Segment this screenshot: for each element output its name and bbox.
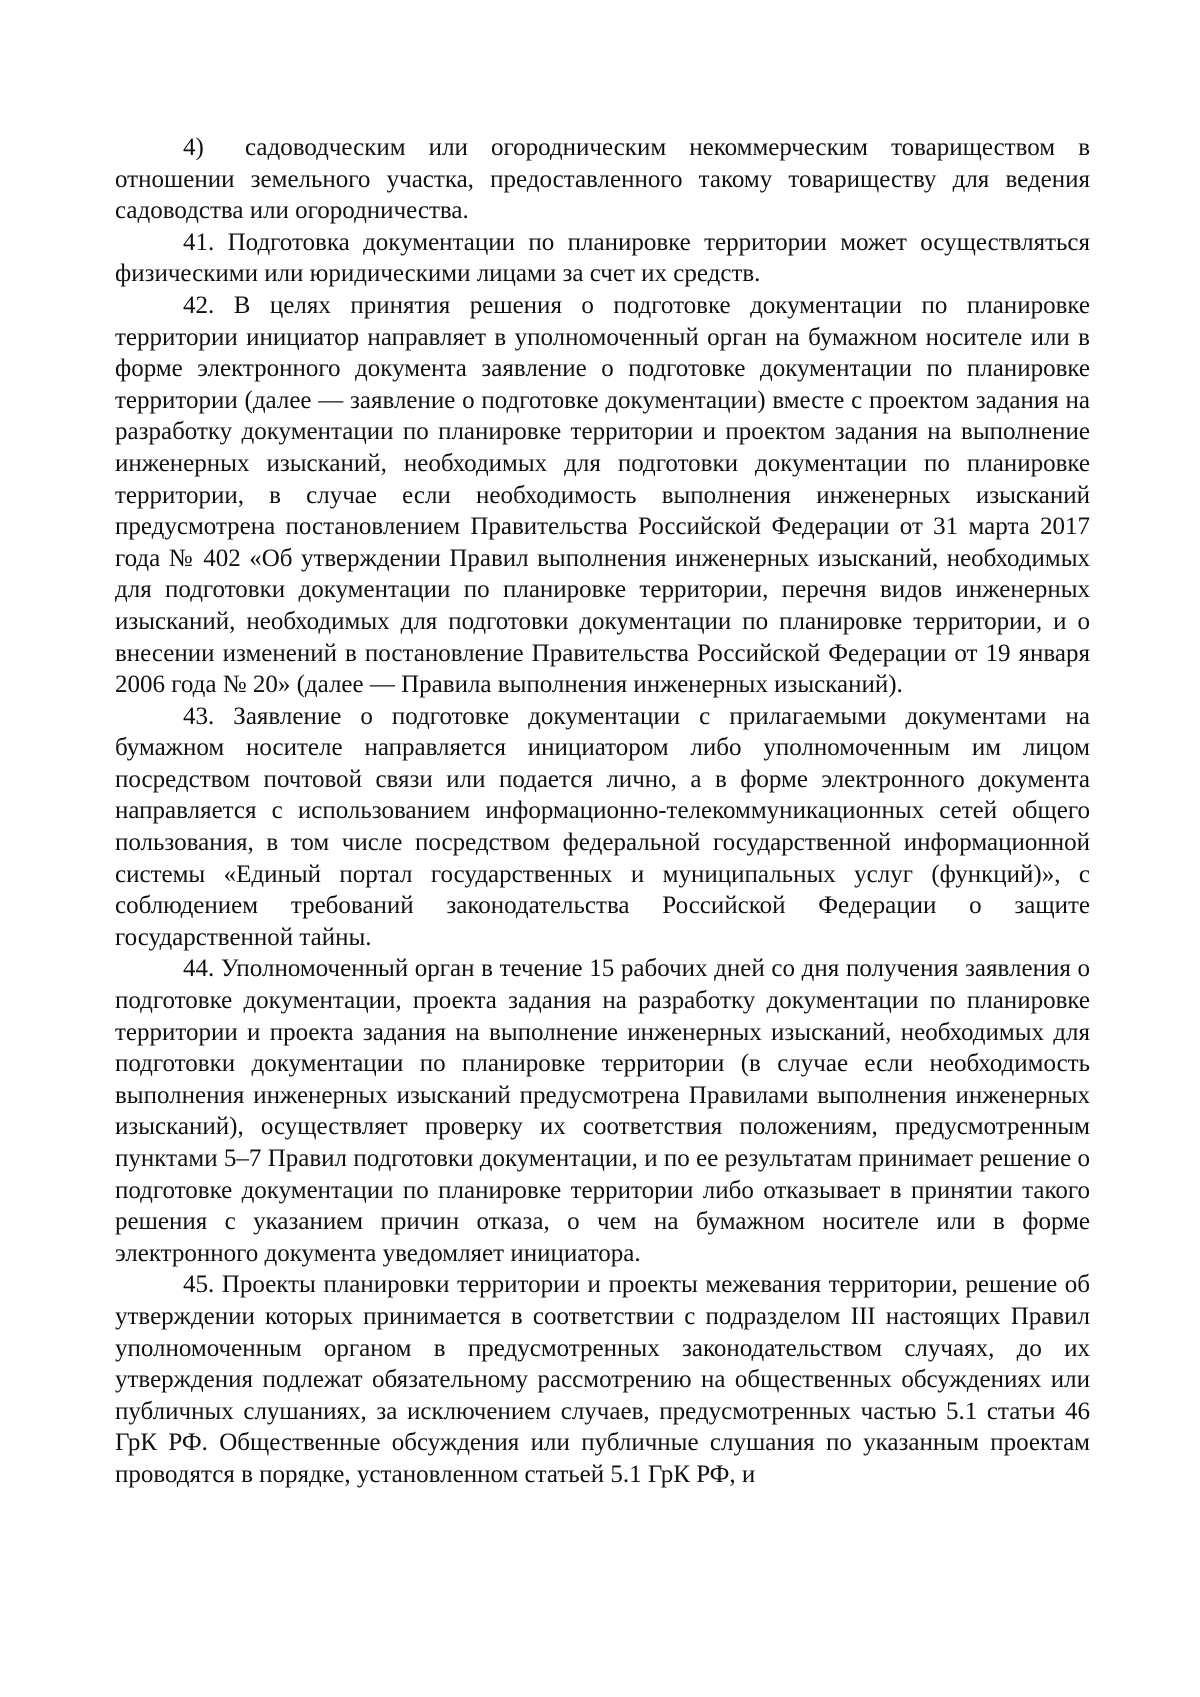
paragraph-42: 42. В целях принятия решения о подготовке документации по планировке территории инициатор направляет в уполномоченный орган на бумажном носителе или в форме электронного документа заявление о подготовке документации по планировке территории (далее — заявление о подготовке документации) вместе с проектом задания на разработку документации по планировке территории и проектом задания на выполнение инженерных изысканий, необходимых для подготовки документации по планировке территории, в случае если необходимость выполнения инженерных изысканий предусмотрена постановлением Правительства Российской Федерации от 31 марта 2017 года № 402 «Об утверждении Правил выполнения инженерных изысканий, необходимых для подготовки документации по планировке территории, перечня видов инженерных изысканий, необходимых для подготовки документации по планировке территории, и о внесении изменений в постановление Правительства Российской Федерации от 19 января 2006 года № 20» (далее — Правила выполнения инженерных изысканий). xyxy=(115,291,1090,699)
paragraph-45: 45. Проекты планировки территории и проекты межевания территории, решение об утверждении которых принимается в соответствии с подразделом III настоящих Правил уполномоченным органом в предусмотренных законодательством случаях, до их утверждения подлежат обязательному рассмотрению на общественных обсуждениях или публичных слушаниях, за исключением случаев, предусмотренных частью 5.1 статьи 46 ГрК РФ. Общественные обсуждения или публичные слушания по указанным проектам проводятся в порядке, установленном статьей 5.1 ГрК РФ, и xyxy=(115,1271,1090,1488)
paragraph-41: 41. Подготовка документации по планировке территории может осуществляться физическими или юридическими лицами за счет их средств. xyxy=(115,228,1090,288)
paragraph-item-4 xyxy=(115,132,1090,227)
paragraph-43: 43. Заявление о подготовке документации с прилагаемыми документами на бумажном носителе направляется инициатором либо уполномоченным им лицом посредством почтовой связи или подается лично, а в форме электронного документа направляется с использованием информационно-телекоммуникационных сетей общего пользования, в том числе посредством федеральной государственной информационной системы «Единый портал государственных и муниципальных услуг (функций)», с соблюдением требований законодательства Российской Федерации о защите государственной тайны. xyxy=(115,702,1090,951)
paragraph-text: садоводческим или огородническим некоммерческим товариществом в отношении земельного участка, предоставленного такому товариществу для ведения садоводства или огородничества. xyxy=(115,134,1090,225)
paragraph-44: 44. Уполномоченный орган в течение 15 рабочих дней со дня получения заявления о подготовке документации, проекта задания на разработку документации по планировке территории и проекта задания на выполнение инженерных изысканий, необходимых для подготовки документации по планировке территории (в случае если необходимость выполнения инженерных изысканий предусмотрена Правилами выполнения инженерных изысканий), осуществляет проверку их соответствия положениям, предусмотренным пунктами 5–7 Правил подготовки документации, и по ее результатам принимает решение о подготовке документации по планировке территории либо отказывает в принятии такого решения с указанием причин отказа, о чем на бумажном носителе или в форме электронного документа уведомляет инициатора. xyxy=(115,955,1090,1267)
document-page xyxy=(115,132,1090,1491)
list-marker: 4) xyxy=(183,134,204,161)
